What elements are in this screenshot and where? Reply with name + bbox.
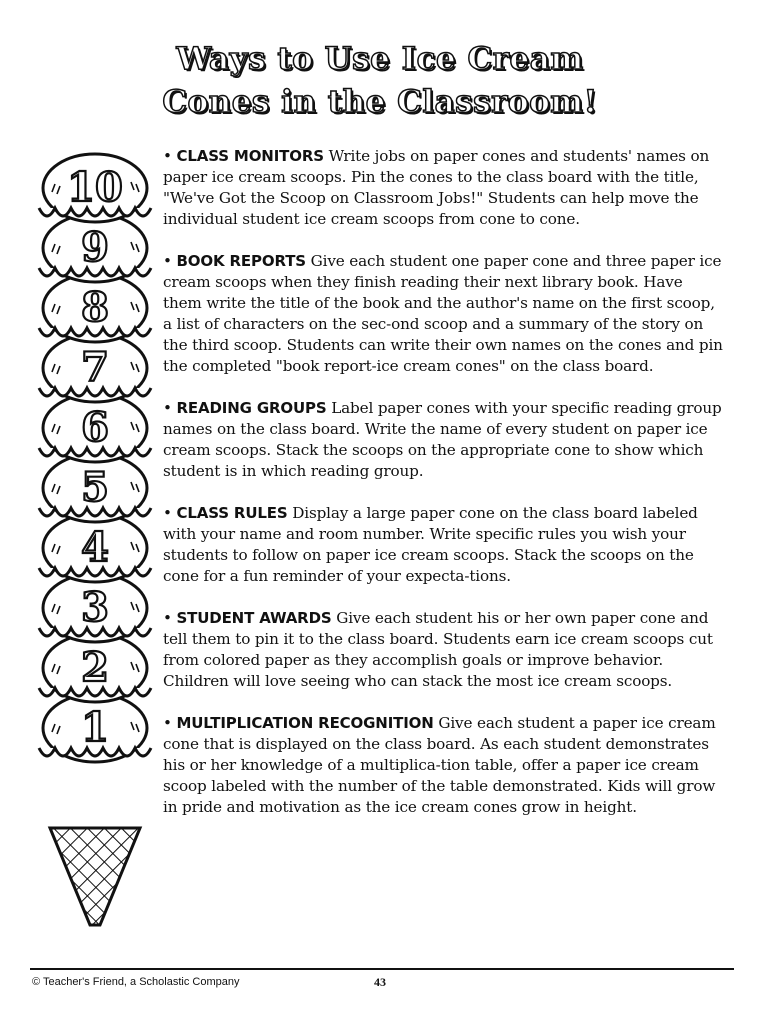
section-heading: BOOK REPORTS (176, 252, 306, 270)
scoop-number: 1 (81, 704, 109, 751)
title-line-1: Ways to Use Ice Cream (176, 41, 584, 77)
section-body: Give each student his or her own paper cone and tell them to pin it to the class board. Students earn ice cream scoops cut from colored paper as they accomplish goals or improve behavior. Children will love seeing who can stack the most ice cream scoops. (163, 609, 713, 690)
ice-cream-scoop (39, 694, 151, 762)
bullet: • (163, 147, 172, 165)
section-class-rules (163, 503, 723, 587)
page-title (130, 38, 630, 124)
main-content (163, 146, 723, 839)
section-heading: CLASS RULES (176, 504, 288, 522)
section-heading: READING GROUPS (176, 399, 327, 417)
ice-cream-scoop (39, 634, 151, 702)
scoop-number: 10 (67, 164, 123, 211)
ice-cream-scoop (39, 514, 151, 582)
ice-cream-cone-illustration (28, 140, 163, 930)
section-class-monitors (163, 146, 723, 230)
scoop-number: 2 (81, 644, 109, 691)
section-reading-groups (163, 398, 723, 482)
section-body: Give each student a paper ice cream cone that is displayed on the class board. As each student demonstrates his or her knowledge of a multiplica-tion table, offer a paper ice cream scoop labeled with the number of the table demonstrated. Kids will grow in pride and motivation as the ice cream cones grow in height. (163, 714, 716, 816)
ice-cream-scoop (39, 274, 151, 342)
ice-cream-scoop (39, 454, 151, 522)
footer-divider (30, 968, 734, 970)
title-line-2: Cones in the Classroom! (162, 84, 598, 120)
section-body: Give each student one paper cone and three paper ice cream scoops when they finish reading their next library book. Have them write the title of the book and the author's name on the first scoop, a list of characters on the sec-ond scoop and a summary of the story on the third scoop. Students can write their own names on the cones and pin the completed "book report-ice cream cones" on the class board. (163, 252, 723, 375)
scoop-number: 5 (81, 464, 109, 511)
bullet: • (163, 252, 172, 270)
scoop-number: 6 (81, 404, 109, 451)
bullet: • (163, 714, 172, 732)
copyright-text: © Teacher's Friend, a Scholastic Company (32, 976, 240, 988)
section-body: Label paper cones with your specific reading group names on the class board. Write the name of every student on paper ice cream scoops. Stack the scoops on the appropriate cone to show which student is in which reading group. (163, 399, 722, 480)
section-body: Write jobs on paper cones and students' names on paper ice cream scoops. Pin the cones to the class board with the title, "We've Got the Scoop on Classroom Jobs!" Students can help move the individual student ice cream scoops from cone to cone. (163, 147, 710, 228)
bullet: • (163, 609, 172, 627)
section-heading: MULTIPLICATION RECOGNITION (176, 714, 434, 732)
scoop-number: 9 (81, 224, 109, 271)
scoop-number: 3 (81, 584, 109, 631)
bullet: • (163, 399, 172, 417)
bullet: • (163, 504, 172, 522)
scoop-number: 4 (81, 524, 109, 571)
section-book-reports (163, 251, 723, 377)
ice-cream-scoop (39, 214, 151, 282)
ice-cream-scoop (39, 334, 151, 402)
scoop-number: 7 (81, 344, 109, 391)
section-multiplication-recognition (163, 713, 723, 818)
section-heading: STUDENT AWARDS (176, 609, 332, 627)
section-body: Display a large paper cone on the class board labeled with your name and room number. Write specific rules you wish your students to follow on paper ice cream scoops. Stack the scoops on the cone for a fun reminder of your expecta-tions. (163, 504, 698, 585)
waffle-cone (50, 828, 140, 925)
section-heading: CLASS MONITORS (176, 147, 324, 165)
scoop-number: 8 (81, 284, 109, 331)
ice-cream-scoop (39, 574, 151, 642)
section-student-awards (163, 608, 723, 692)
ice-cream-scoop (39, 394, 151, 462)
ice-cream-scoop (39, 154, 151, 222)
page-number: 43 (374, 975, 386, 989)
